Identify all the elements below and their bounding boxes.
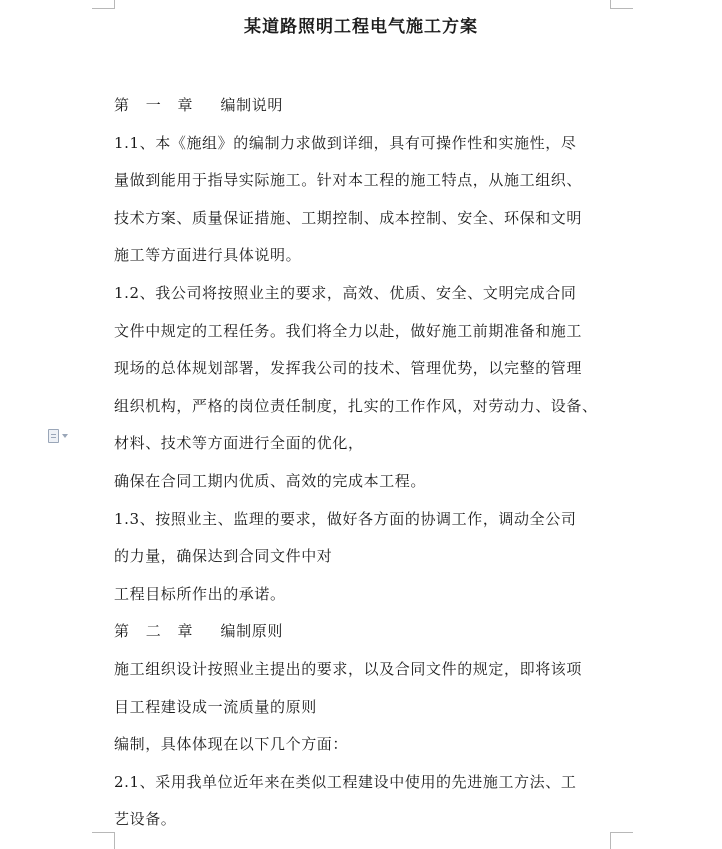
chapter-name: 编制说明 <box>220 96 283 114</box>
text-line: 编制，具体体现在以下几个方面： <box>114 735 349 754</box>
crop-mark-top-left <box>92 0 115 9</box>
text-line: 1.1、本《施组》的编制力求做到详细，具有可操作性和实施性，尽 <box>114 133 577 152</box>
text-line: 工程目标所作出的承诺。 <box>114 584 286 603</box>
text-line: 2.1、采用我单位近年来在类似工程建设中使用的先进施工方法、工 <box>114 772 577 791</box>
chevron-down-icon <box>62 434 68 438</box>
crop-mark-top-right <box>610 0 633 9</box>
text-line: 量做到能用于指导实际施工。针对本工程的施工特点，从施工组织、 <box>114 171 583 190</box>
text-line: 现场的总体规划部署，发挥我公司的技术、管理优势，以完整的管理 <box>114 359 583 378</box>
chapter-heading <box>114 87 614 125</box>
text-line: 艺设备。 <box>114 810 177 829</box>
text-line: 技术方案、质量保证措施、工期控制、成本控制、安全、环保和文明 <box>114 208 583 227</box>
text-line: 材料、技术等方面进行全面的优化， <box>114 434 364 453</box>
text-line: 的力量，确保达到合同文件中对 <box>114 547 333 566</box>
crop-mark-bottom-left <box>92 832 115 849</box>
chapter-number: 第 二 章 <box>114 622 199 641</box>
text-line: 组织机构，严格的岗位责任制度，扎实的工作作风，对劳动力、设备、 <box>114 396 598 415</box>
document-title: 某道路照明工程电气施工方案 <box>244 17 478 37</box>
text-line: 施工等方面进行具体说明。 <box>114 246 302 265</box>
text-line: 目工程建设成一流质量的原则 <box>114 697 317 716</box>
text-line: 1.2、我公司将按照业主的要求，高效、优质、安全、文明完成合同 <box>114 283 577 302</box>
chapter-name: 编制原则 <box>220 622 283 641</box>
text-line: 施工组织设计按照业主提出的要求，以及合同文件的规定，即将该项 <box>114 659 583 678</box>
paragraph-marker[interactable] <box>48 428 78 444</box>
paragraph-doc-icon <box>48 429 59 443</box>
text-line: 1.3、按照业主、监理的要求，做好各方面的协调工作，调动全公司 <box>114 509 577 528</box>
text-line: 确保在合同工期内优质、高效的完成本工程。 <box>114 471 427 490</box>
document-body[interactable] <box>114 87 614 839</box>
chapter-number: 第 一 章 <box>114 96 199 114</box>
chapter-heading <box>114 613 614 651</box>
text-line: 文件中规定的工程任务。我们将全力以赴，做好施工前期准备和施工 <box>114 321 583 340</box>
